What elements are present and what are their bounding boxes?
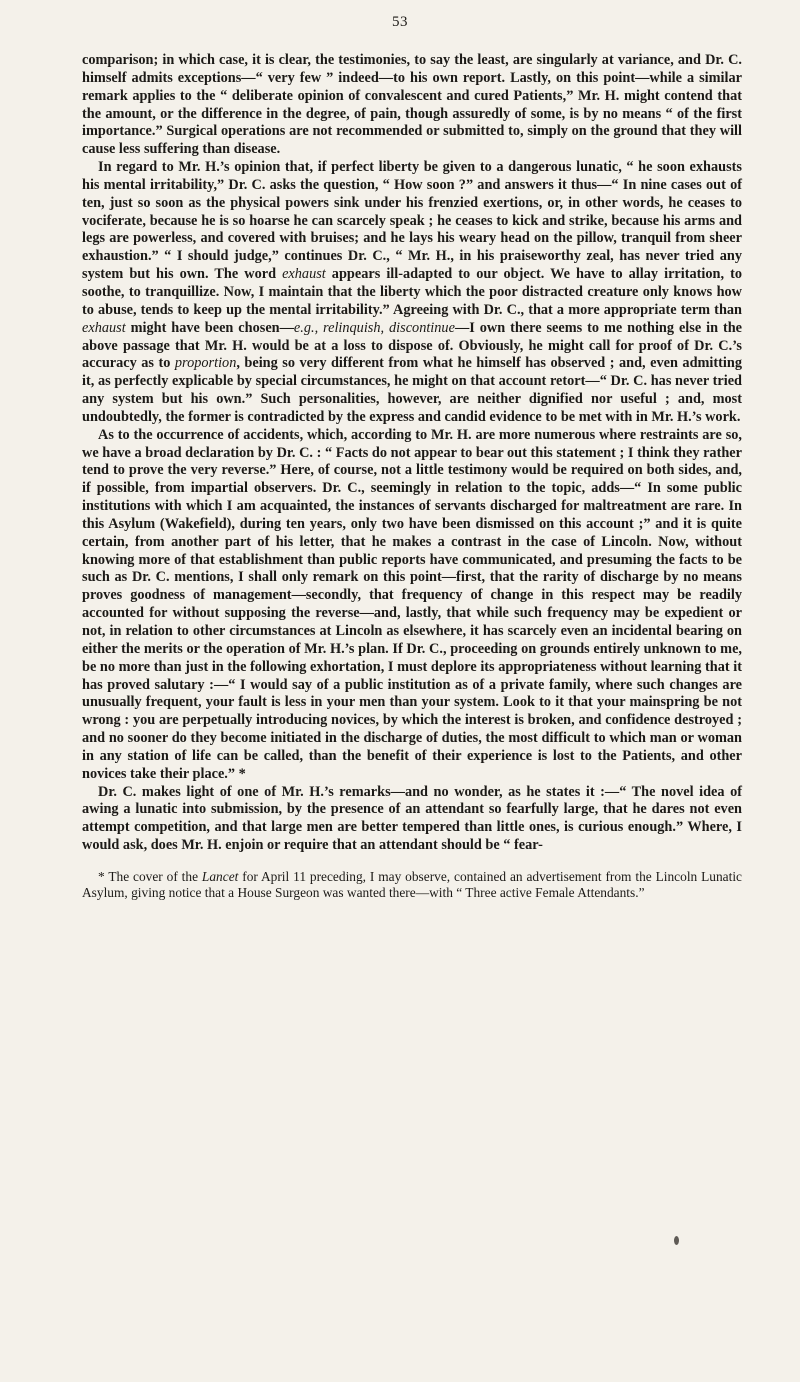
print-speck (674, 1236, 679, 1245)
text-run: , being so very different from what he himself has observed ; and, even admitting it, as perfectly explicable by special circumstances, he might on that account retort—“ Dr. C. has never tried any system but his own.” Such personalities, however, are neither dignified nor useful ; and, most undoubtedly, the former is contradicted by the express and candid evidence to be met with in Mr. H.’s work. (82, 355, 742, 425)
italic-text: proportion (174, 355, 237, 372)
paragraph (82, 427, 742, 784)
text-run: As to the occurrence of accidents, which, according to Mr. H. are more numerous where restraints are so, we have a broad declaration by Dr. C. : “ Facts do not appear to bear out this statement ; I think they rather tend to prove the very reverse.” Here, of course, not a little testimony would be required on both sides, and, if possible, from impartial observers. Dr. C., seemingly in relation to the topic, adds—“ In some public institutions with which I am acquainted, the instances of servants discharged for maltreatment are rare. In this Asylum (Wakefield), during ten years, only two have been dismissed on this account ;” and it is quite certain, from another part of his letter, that he makes a contrast in the case of Lincoln. Now, without knowing more of that establishment than public reports have communicated, and presuming the facts to be such as Dr. C. mentions, I shall only remark on this point—first, that the rarity of discharge by no means proves goodness of management—secondly, that frequency of change in this respect may be readily accounted for without supposing the reverse—and, lastly, that while such frequency may be expedient or not, in relation to other circumstances at Lincoln as elsewhere, it has scarcely even an incidental bearing on either the merits or the operation of Mr. H.’s plan. If Dr. C., proceeding on grounds entirely unknown to me, be no more than just in the following exhortation, I must deplore its appropriateness without learning that it has proved salutary :—“ I would say of a public institution as of a private family, where such changes are unusually frequent, your fault is less in your men than your system. Look to it that your mainspring be not wrong : you are perpetually introducing novices, by which the interest is broken, and confidence destroyed ; and no sooner do they become initiated in the discharge of duties, the most difficult to which man or woman in any station of life can be called, than the benefit of their experience is lost to the Patients, and other novices take their place.” * (82, 426, 742, 782)
text-run: —I own there seems to me nothing else in the above passage that Mr. H. would be at a loss to dispose of. Obviously, he might call for proof of Dr. C.’s accuracy as to (82, 319, 742, 372)
text-run: for April 11 preceding, I may observe, contained an advertisement from the Lincoln Lunatic Asylum, giving notice that a House Surgeon was wanted there—with “ Three active Female Attendants.” (82, 868, 743, 901)
footnote (82, 869, 742, 902)
italic-text: Lancet (201, 868, 239, 884)
text-run: In regard to Mr. H.’s opinion that, if perfect liberty be given to a dangerous lunatic, “ he soon exhausts his mental irritability,” Dr. C. asks the question, “ How soon ?” and answers it thus—“ In nine cases out of ten, just so soon as the physical powers sink under his frenzied exertions, or, in other words, he ceases to vociferate, because he is so hoarse he can scarcely speak ; he ceases to kick and strike, because his arms and legs are powerless, and covered with bruises; and he lays his weary head on the pillow, tranquil from sheer exhaustion.” “ I should judge,” continues Dr. C., “ Mr. H., in his praiseworthy zeal, has never tried any system but his own. The word (82, 159, 742, 283)
italic-text: exhaust (82, 319, 126, 336)
paragraph (82, 52, 742, 159)
italic-text: exhaust (282, 266, 326, 283)
body-text (82, 52, 742, 855)
text-run: might have been chosen— (125, 319, 294, 336)
paragraph (82, 159, 742, 427)
page-number: 53 (392, 14, 408, 30)
text-run: comparison; in which case, it is clear, the testimonies, to say the least, are singularly at variance, and Dr. C. himself admits exceptions—“ very few ” indeed—to his own report. Lastly, on this point—while a similar remark applies to the “ deliberate opinion of convalescent and cured Patients,” Mr. H. might contend that the amount, or the difference in the degree, of pain, though assuredly of some, is by no means “ of the first importance.” Surgical operations are not recommended or submitted to, simply on the ground that they will cause less suffering than disease. (82, 52, 742, 158)
text-run: * The cover of the (98, 868, 202, 884)
text-run: appears ill-adapted to our object. We have to allay irritation, to soothe, to tranquillize. Now, I maintain that the liberty which the poor distracted creature only knows how to abuse, tends to keep up the mental irritability.” Agreeing with Dr. C., that a more appropriate term than (82, 266, 743, 318)
text-run: Dr. C. makes light of one of Mr. H.’s remarks—and no wonder, as he states it :—“ The novel idea of awing a lunatic into submission, by the presence of an attendant so fearfully large, that he dares not even attempt competition, and that large men are better tempered than little ones, is curious enough.” Where, I would ask, does Mr. H. enjoin or require that an attendant should be “ fear- (82, 783, 742, 854)
paragraph (82, 784, 742, 855)
italic-text: e.g., relinquish, discontinue (293, 319, 455, 336)
